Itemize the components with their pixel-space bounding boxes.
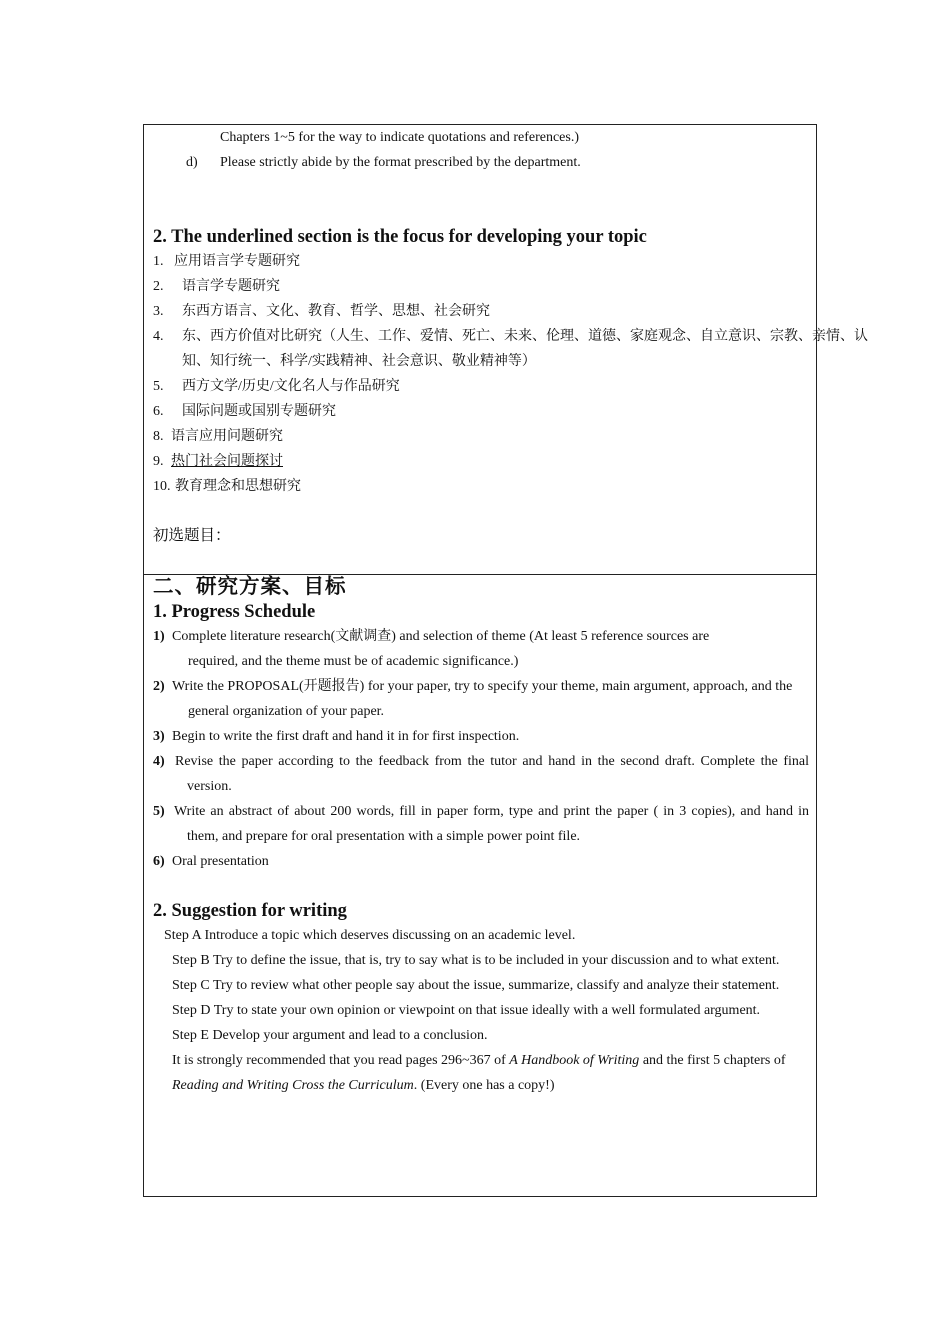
topic-item: 3. 东西方语言、文化、教育、哲学、思想、社会研究 [153,304,490,319]
topic-item: 1. 应用语言学专题研究 [153,254,300,269]
writing-step: Step C Try to review what other people say about the issue, summarize, classify and analyze their statement. [172,978,780,993]
schedule-item-continuation: version. [187,779,232,794]
suggestion-heading: 2. Suggestion for writing [153,901,347,921]
writing-step: Step B Try to define the issue, that is, try to say what is to be included in your discussion and to what extent. [172,953,780,968]
topic-item: 8. 语言应用问题研究 [153,429,283,444]
section-title: 二、研究方案、目标 [153,576,347,598]
schedule-item: 5) Write an abstract of about 200 words, fill in paper form, type and print the paper ( in 3 copies), and hand in [153,804,809,819]
writing-step: Step D Try to state your own opinion or viewpoint on that issue ideally with a well formulated argument. [172,1003,761,1018]
schedule-item: 6) Oral presentation [153,854,269,869]
topic-item-focus: 9. 热门社会问题探讨 [153,454,283,469]
recommendation-line: It is strongly recommended that you read pages 296~367 of A Handbook of Writing and the first 5 chapters of [172,1053,786,1068]
topic-cell [143,124,868,575]
research-plan-cell [143,574,817,1197]
schedule-item-continuation: required, and the theme must be of academic significance.) [188,654,519,669]
item-d-text: Please strictly abide by the format prescribed by the department. [220,155,581,170]
writing-step: Step A Introduce a topic which deserves discussing on an academic level. [164,928,576,943]
writing-step: Step E Develop your argument and lead to a conclusion. [172,1028,488,1043]
book-title: A Handbook of Writing [509,1053,640,1068]
preliminary-topic-label: 初选题目： [153,527,231,544]
topic-item-continuation: 知、知行统一、科学/实践精神、社会意识、敬业精神等） [182,354,536,369]
item-d-marker: d) [186,155,198,170]
schedule-item-continuation: them, and prepare for oral presentation with a simple power point file. [187,829,581,844]
schedule-item: 3) Begin to write the first draft and hand it in for first inspection. [153,729,520,744]
schedule-item: 4) Revise the paper according to the feedback from the tutor and hand in the second draft. Complete the final [153,754,809,769]
progress-heading: 1. Progress Schedule [153,602,316,622]
topic-item: 10. 教育理念和思想研究 [153,479,301,494]
schedule-item: 1) Complete literature research(文献调查) and selection of theme (At least 5 reference sources are [153,629,710,644]
topic-item: 4. 东、西方价值对比研究（人生、工作、爱情、死亡、未来、伦理、道德、家庭观念、自立意识、宗教、亲情、认 [153,329,868,344]
topic-item: 2. 语言学专题研究 [153,279,280,294]
book-title: Reading and Writing Cross the Curriculum [172,1078,414,1093]
topic-item: 5. 西方文学/历史/文化名人与作品研究 [153,379,400,394]
topic-item: 6. 国际问题或国别专题研究 [153,404,336,419]
schedule-item-continuation: general organization of your paper. [188,704,385,719]
schedule-item: 2) Write the PROPOSAL(开题报告) for your paper, try to specify your theme, main argument, approach, and the [153,679,793,694]
recommendation-line: Reading and Writing Cross the Curriculum. (Every one has a copy!) [172,1078,555,1093]
topic-heading: 2. The underlined section is the focus for developing your topic [153,227,647,247]
continued-line: Chapters 1~5 for the way to indicate quotations and references.) [220,130,580,145]
